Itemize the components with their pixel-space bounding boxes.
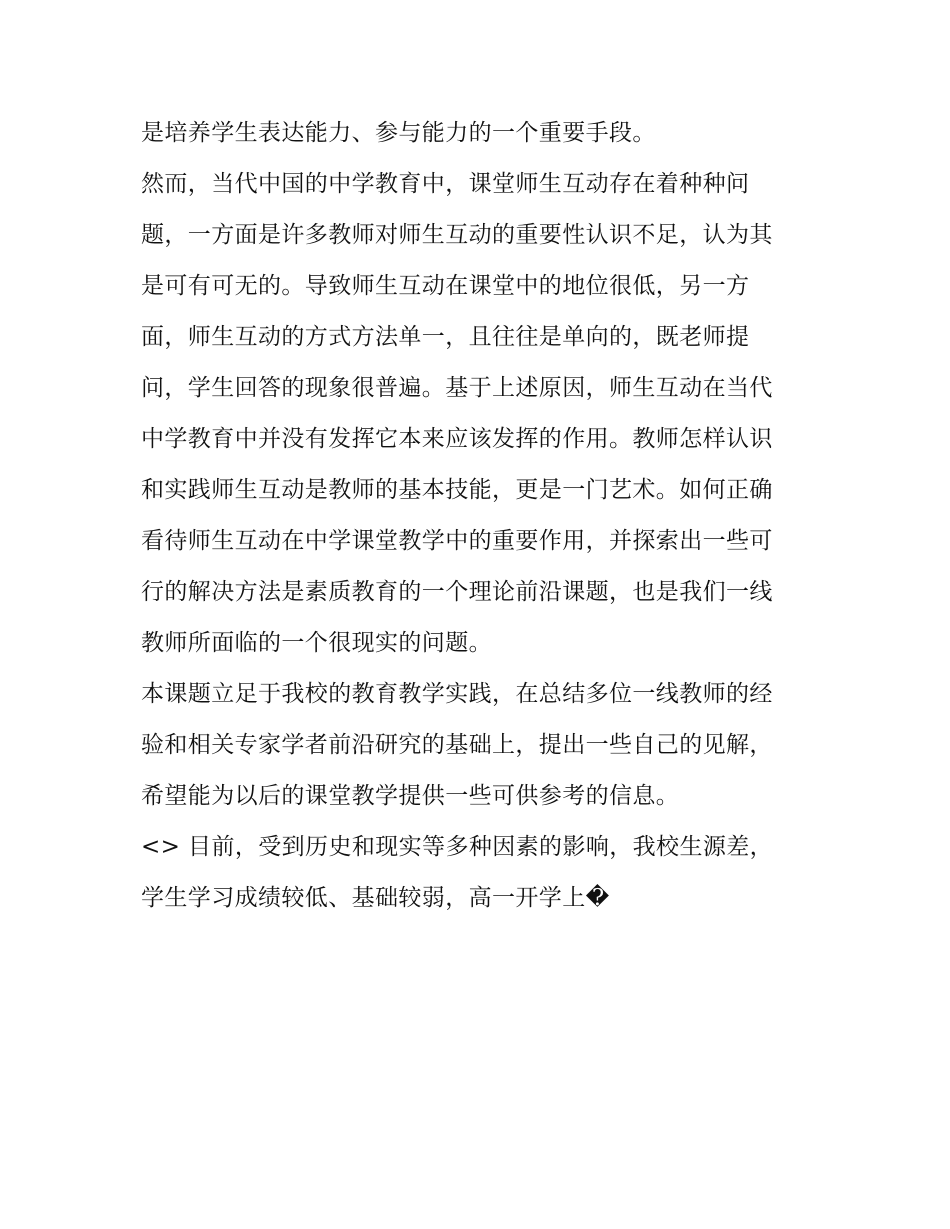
text-line: 是可有可无的。导致师生互动在课堂中的地位很低，另一方 <box>141 273 750 299</box>
text-line: 学生学习成绩较低、基础较弱，高一开学上� <box>141 885 610 911</box>
text-line: 问，学生回答的现象很普遍。基于上述原因，师生互动在当代 <box>141 375 773 401</box>
text-line: 是培养学生表达能力、参与能力的一个重要手段。 <box>141 120 656 146</box>
text-line: 面，师生互动的方式方法单一，且往往是单向的，既老师提 <box>141 324 750 350</box>
text-line: 和实践师生互动是教师的基本技能，更是一门艺术。如何正确 <box>141 477 773 503</box>
text-line: 行的解决方法是素质教育的一个理论前沿课题，也是我们一线 <box>141 579 773 605</box>
text-line: 中学教育中并没有发挥它本来应该发挥的作用。教师怎样认识 <box>141 426 773 452</box>
text-line: 本课题立足于我校的教育教学实践，在总结多位一线教师的经 <box>141 681 773 707</box>
text-line: 然而，当代中国的中学教育中，课堂师生互动存在着种种问 <box>141 171 750 197</box>
text-line: 验和相关专家学者前沿研究的基础上，提出一些自己的见解， <box>141 732 773 758</box>
text-line: 教师所面临的一个很现实的问题。 <box>141 630 492 656</box>
text-line: <> 目前，受到历史和现实等多种因素的影响，我校生源差， <box>141 834 774 860</box>
text-line: 题，一方面是许多教师对师生互动的重要性认识不足，认为其 <box>141 222 773 248</box>
text-line: 希望能为以后的课堂教学提供一些可供参考的信息。 <box>141 783 680 809</box>
text-line: 看待师生互动在中学课堂教学中的重要作用，并探索出一些可 <box>141 528 773 554</box>
body-text <box>141 108 831 924</box>
